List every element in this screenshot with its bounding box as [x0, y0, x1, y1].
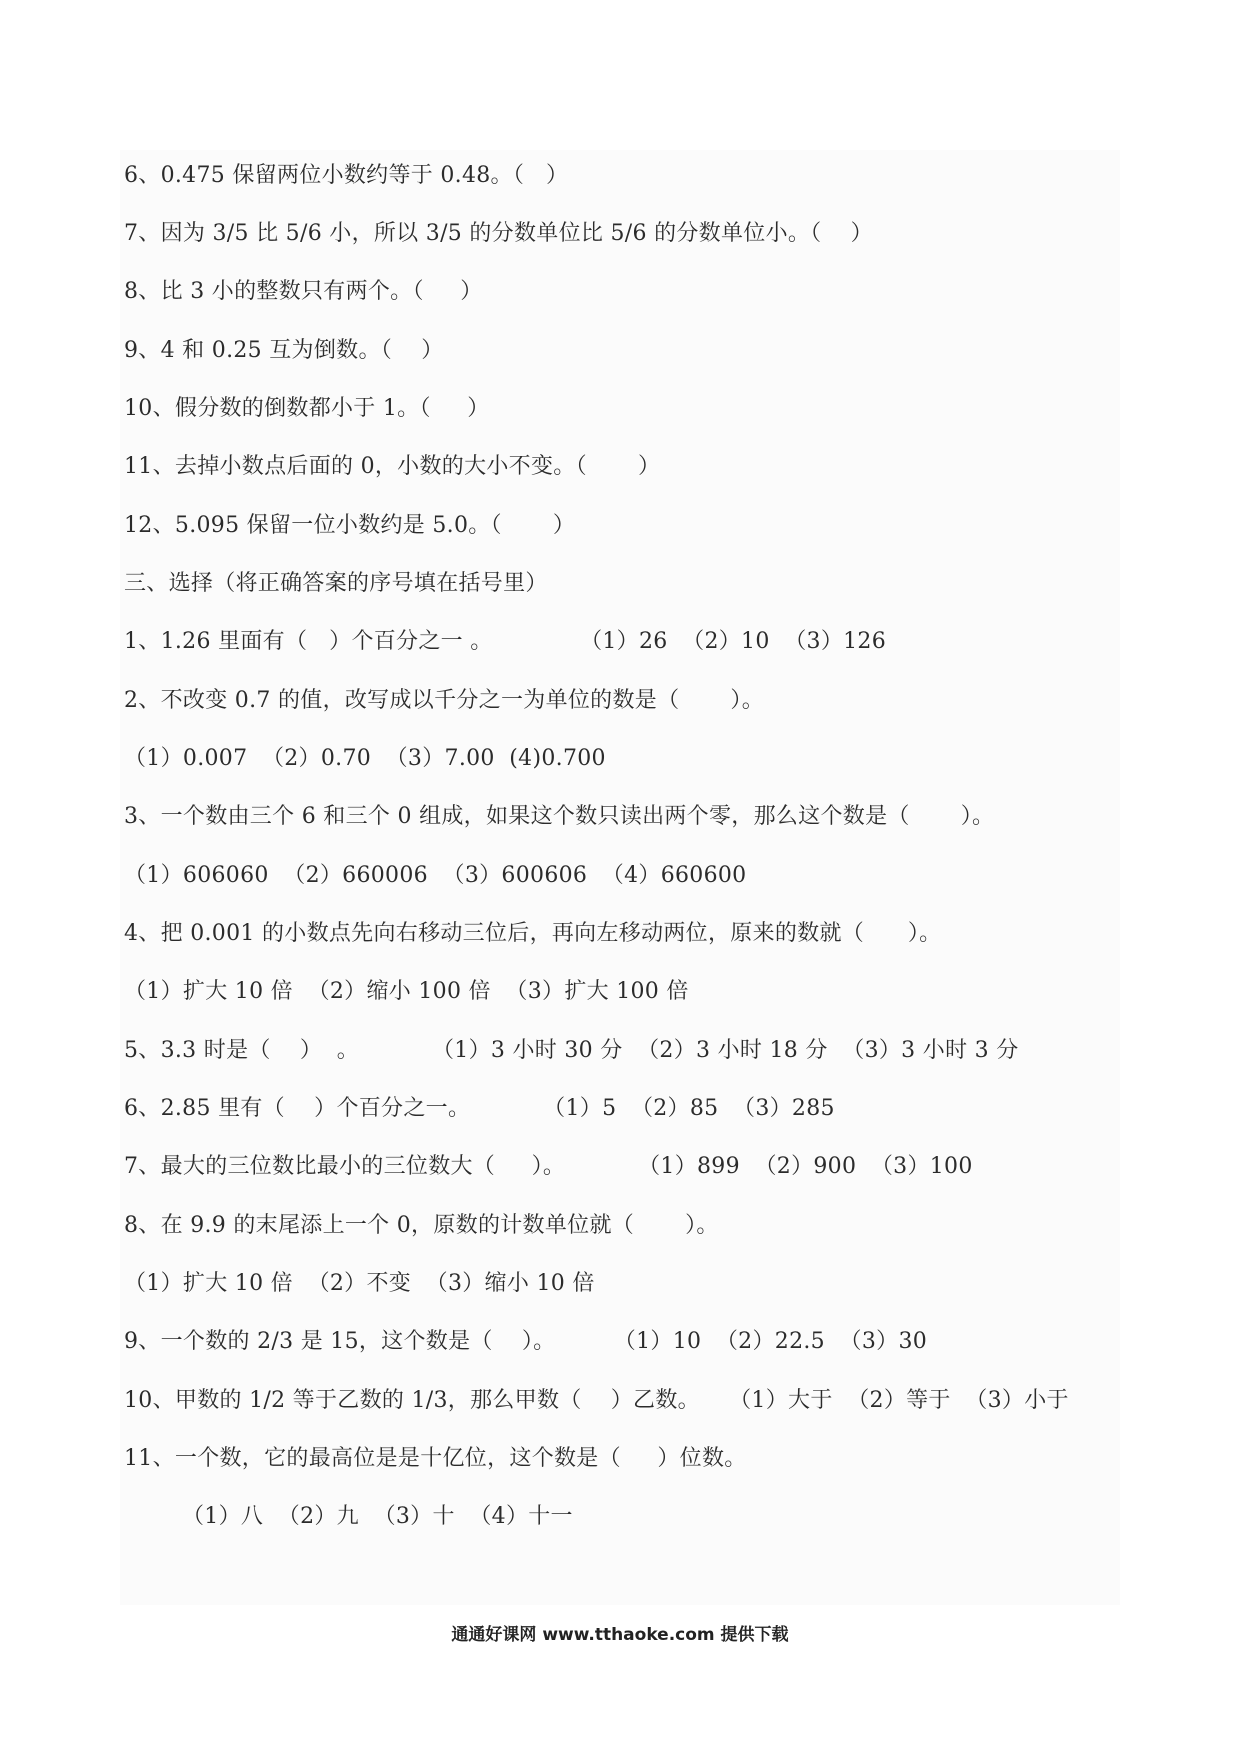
question-choice-3-options: （1）606060 （2）660006 （3）600606 （4）660600	[124, 863, 747, 888]
question-choice-2-options: （1）0.007 （2）0.70 （3）7.00 (4)0.700	[124, 746, 606, 771]
question-judge-9: 9、4 和 0.25 互为倒数。（ ）	[124, 338, 444, 363]
question-choice-9: 9、一个数的 2/3 是 15，这个数是（ ）。 （1）10 （2）22.5 （3）30	[124, 1329, 928, 1354]
footer-source-note: 通通好课网 www.tthaoke.com 提供下载	[451, 1625, 789, 1645]
question-choice-2: 2、不改变 0.7 的值，改写成以千分之一为单位的数是（ ）。	[124, 688, 765, 713]
question-choice-11-options: （1）八 （2）九 （3）十 （4）十一	[182, 1504, 573, 1529]
section-heading-choice: 三、选择（将正确答案的序号填在括号里）	[124, 571, 548, 596]
question-choice-11: 11、一个数，它的最高位是是十亿位，这个数是（ ）位数。	[124, 1446, 747, 1471]
question-judge-12: 12、5.095 保留一位小数约是 5.0。（ ）	[124, 513, 576, 538]
question-choice-7: 7、最大的三位数比最小的三位数大（ ）。 （1）899 （2）900 （3）100	[124, 1154, 973, 1179]
question-choice-5: 5、3.3 时是（ ） 。 （1）3 小时 30 分 （2）3 小时 18 分 （3）3 小时 3 分	[124, 1038, 1019, 1063]
question-judge-8: 8、比 3 小的整数只有两个。（ ）	[124, 279, 483, 304]
question-judge-10: 10、假分数的倒数都小于 1。（ ）	[124, 396, 490, 421]
question-choice-8: 8、在 9.9 的末尾添上一个 0，原数的计数单位就（ ）。	[124, 1213, 719, 1238]
question-choice-4-options: （1）扩大 10 倍 （2）缩小 100 倍 （3）扩大 100 倍	[124, 979, 689, 1004]
question-choice-4: 4、把 0.001 的小数点先向右移动三位后，再向左移动两位，原来的数就（ ）。	[124, 921, 942, 946]
question-judge-7: 7、因为 3/5 比 5/6 小，所以 3/5 的分数单位比 5/6 的分数单位小。（ ）	[124, 221, 873, 246]
question-judge-11: 11、去掉小数点后面的 0，小数的大小不变。（ ）	[124, 454, 661, 479]
question-choice-10: 10、甲数的 1/2 等于乙数的 1/3，那么甲数（ ）乙数。 （1）大于 （2）等于 （3）小于	[124, 1388, 1069, 1413]
question-judge-6: 6、0.475 保留两位小数约等于 0.48。（ ）	[124, 163, 569, 188]
question-choice-3: 3、一个数由三个 6 和三个 0 组成，如果这个数只读出两个零，那么这个数是（ ）。	[124, 804, 995, 829]
question-choice-6: 6、2.85 里有（ ）个百分之一。 （1）5 （2）85 （3）285	[124, 1096, 835, 1121]
question-choice-1: 1、1.26 里面有（ ）个百分之一 。 （1）26 （2）10 （3）126	[124, 629, 887, 654]
question-choice-8-options: （1）扩大 10 倍 （2）不变 （3）缩小 10 倍	[124, 1271, 595, 1296]
